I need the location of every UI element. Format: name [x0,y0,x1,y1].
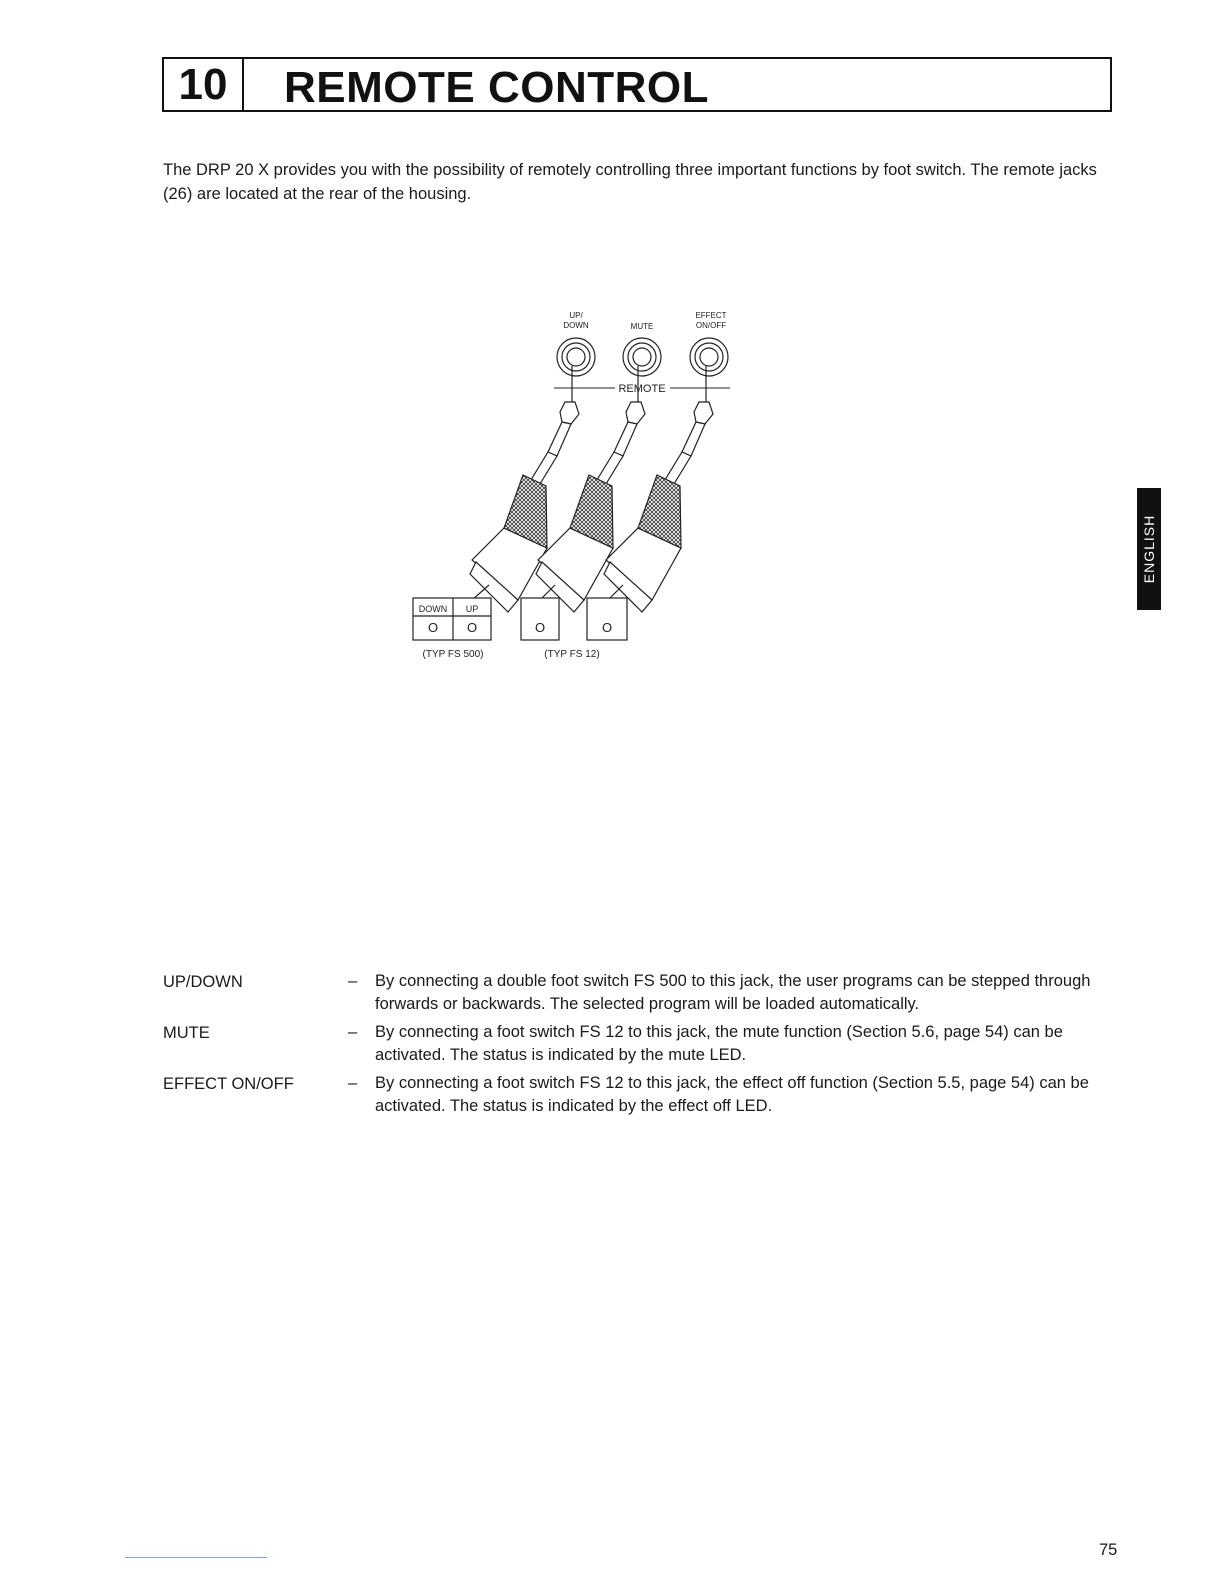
jack-label-updown-line1: UP/ [569,311,583,320]
function-list [163,970,1123,1123]
language-tab [1137,488,1161,610]
function-dash: – [348,972,358,990]
intro-paragraph: The DRP 20 X provides you with the possibility of remotely controlling three important functions by foot switch. The remote jacks (26) are located at the rear of the housing. [163,161,1097,203]
footer-rule [125,1557,267,1558]
function-row-effect [163,1072,1123,1118]
function-description: By connecting a foot switch FS 12 to this jack, the mute function (Section 5.6, page 54) can be activated. The status is indicated by the mute LED. [375,1023,1063,1064]
function-term: UP/DOWN [163,973,243,991]
fs500-caption: (TYP FS 500) [422,649,484,660]
section-header [162,57,1112,112]
fs12-mute-marker: O [534,620,546,635]
function-term: EFFECT ON/OFF [163,1075,294,1093]
fs500-down-label: DOWN [418,604,448,614]
function-description: By connecting a double foot switch FS 500 to this jack, the user programs can be stepped through forwards or backwards. The selected program will be loaded automatically. [375,972,1091,1013]
jack-label-effect-line2: ON/OFF [695,321,727,330]
function-description: By connecting a foot switch FS 12 to this jack, the effect off function (Section 5.5, page 54) can be activated. The status is indicated by the effect off LED. [375,1074,1089,1115]
jack-socket-effect [690,338,728,376]
remote-jack-diagram [400,300,760,680]
jack-socket-updown [557,338,595,376]
fs12-caption: (TYP FS 12) [544,649,600,660]
jack-label-updown-line2: DOWN [563,321,589,330]
page-number: 75 [1099,1541,1118,1559]
jack-plug-3 [604,366,713,612]
jack-label-mute: MUTE [630,322,654,331]
function-row-mute [163,1021,1123,1067]
function-dash: – [348,1074,358,1092]
fs12-effect-marker: O [601,620,613,635]
jack-label-effect-line1: EFFECT [695,311,727,320]
fs500-up-marker: O [466,620,478,635]
section-number: 10 [164,59,244,110]
section-title: REMOTE CONTROL [284,63,709,112]
jack-socket-mute [623,338,661,376]
function-dash: – [348,1023,358,1041]
function-row-updown [163,970,1123,1016]
remote-label: REMOTE [618,383,666,395]
fs500-up-label: UP [465,604,479,614]
language-tab-label: ENGLISH [1141,514,1157,584]
function-term: MUTE [163,1024,210,1042]
fs500-down-marker: O [427,620,439,635]
